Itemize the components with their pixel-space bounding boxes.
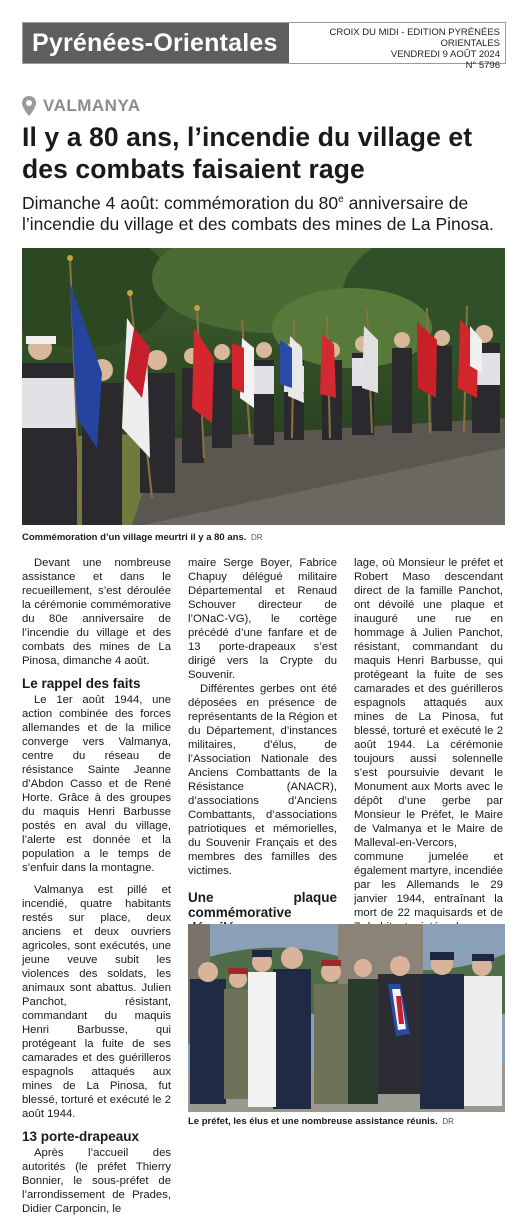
officials-photo-illustration [188, 924, 505, 1112]
article-column-3 [354, 556, 503, 964]
ceremony-photo [22, 248, 505, 525]
section-heading: 13 porte-drapeaux [22, 1129, 140, 1144]
photo-caption [188, 1116, 454, 1127]
article-paragraph: maire Serge Boyer, Fabrice Chapuy délégué militaire Départemental et Renaud Schouver directeur de l’ONaC-VG), le cortège précédé d’une fanfare et de 13 porte-drapeaux s’est dirigé vers la Crypte du Souvenir. [188, 557, 337, 681]
map-pin-icon [22, 96, 36, 116]
article-paragraph: Devant une nombreuse assistance et dans le recueillement, s’est déroulée la cérémonie commémorative du 80e anniversaire de l’incendie du village et des combats des mines de La Pinosa, dimanche 4 août. [22, 557, 171, 667]
article-deck [22, 193, 512, 235]
article-paragraph: Valmanya est pillé et incendié, quatre habitants restés sur place, deux anciens et deux ouvriers agricoles, sont exécutés, une jeune veuve subit les violences des soldats, les animaux sont abattus. Julien Panchot, résistant, commandant du maquis Henri Barbusse, qui protégeant la fuite de ses camarades et des guérilleros espagnols attaqués aux mines de La Pinosa, fut blessé, torturé et exécuté le 2 août 1944. [22, 884, 171, 1120]
photo-credit: DR [442, 1117, 454, 1126]
section-banner: Pyrénées-Orientales [23, 23, 289, 63]
article-headline: Il y a 80 ans, l’incendie du village et des combats faisaient rage [22, 122, 473, 184]
officials-photo [188, 924, 505, 1112]
location-name: VALMANYA [43, 96, 141, 115]
article-paragraph: lage, où Monsieur le préfet et Robert Maso descendant direct de la famille Panchot, ont dévoilé une plaque et inauguré une rue en hommage à Julien Panchot, résistant, commandant du maquis Henri Barbusse, qui protégeant la fuite de ses camarades et des guérilleros espagnols attaqués aux mines de La Pinosa, fut blessé, torturé et exécuté le 2 août 1944. La cérémonie toujours aussi solennelle s’est poursuivie devant le Monument aux Morts avec le dépôt d’une gerbe par Monsieur le Préfet, le Maire de Valmanya et le Maire de Malleval-en-Vercors, commune jumelée et également martyre, incendiée par les Allemands le 29 janvier 1944, entraînant la mort de 22 maquisards et de [354, 557, 503, 919]
section-heading: Une plaque commémorative [188, 890, 337, 920]
photo-caption-text: Le préfet, les élus et une nombreuse assistance réunis. [188, 1116, 438, 1127]
issue-number: N° 5796 [465, 60, 500, 71]
deck-text-end: anniversaire de l’incendie du village et des combats des mines de La Pinosa. [22, 193, 494, 234]
photo-credit: DR [251, 533, 263, 542]
article-column-1 [22, 556, 171, 1216]
publication-date: VENDREDI 9 AOÛT 2024 [390, 49, 500, 60]
ceremony-photo-illustration [22, 248, 505, 525]
location-kicker [22, 96, 141, 116]
deck-superscript: e [338, 194, 344, 206]
photo-caption-text: Commémoration d’un village meurtri il y a 80 ans. [22, 532, 247, 543]
section-heading: Le rappel des faits [22, 676, 141, 691]
article-paragraph: Le 1er août 1944, une action combinée des forces allemandes et de la milice converge vers Valmanya, centre du réseau de résistance Sainte Jeanne d’Abdon Casso et de René Horte. Grâce à des groupes du maquis Henri Barbusse postés en aval du village, l’alerte est donnée et la population a le temps de s’enfuir dans la montagne. [22, 694, 171, 874]
publication-name: CROIX DU MIDI - EDITION PYRÉNÉES ORIENTALES [329, 27, 500, 49]
page-header [22, 22, 506, 71]
deck-text-start: Dimanche 4 août: commémoration du 80 [22, 193, 339, 213]
article-column-2 [188, 556, 337, 979]
photo-caption [22, 532, 263, 543]
publication-info [289, 23, 505, 71]
article-paragraph: Différentes gerbes ont été déposées en présence de représentants de la Région et du Département, d’instances militaires, d’élus, de l’Association Nationale des Anciens Combattants de la Résistance (ANACR), d’associations d’Anciens Combattants, d’associations patriotiques et mémorielles, du Souvenir Français et des membres des familles des victimes. [188, 683, 337, 877]
article-paragraph: Après l’accueil des autorités (le préfet Thierry Bonnier, le sous-préfet de l’arrondissement de Prades, Didier Carponcin, le [22, 1147, 171, 1215]
